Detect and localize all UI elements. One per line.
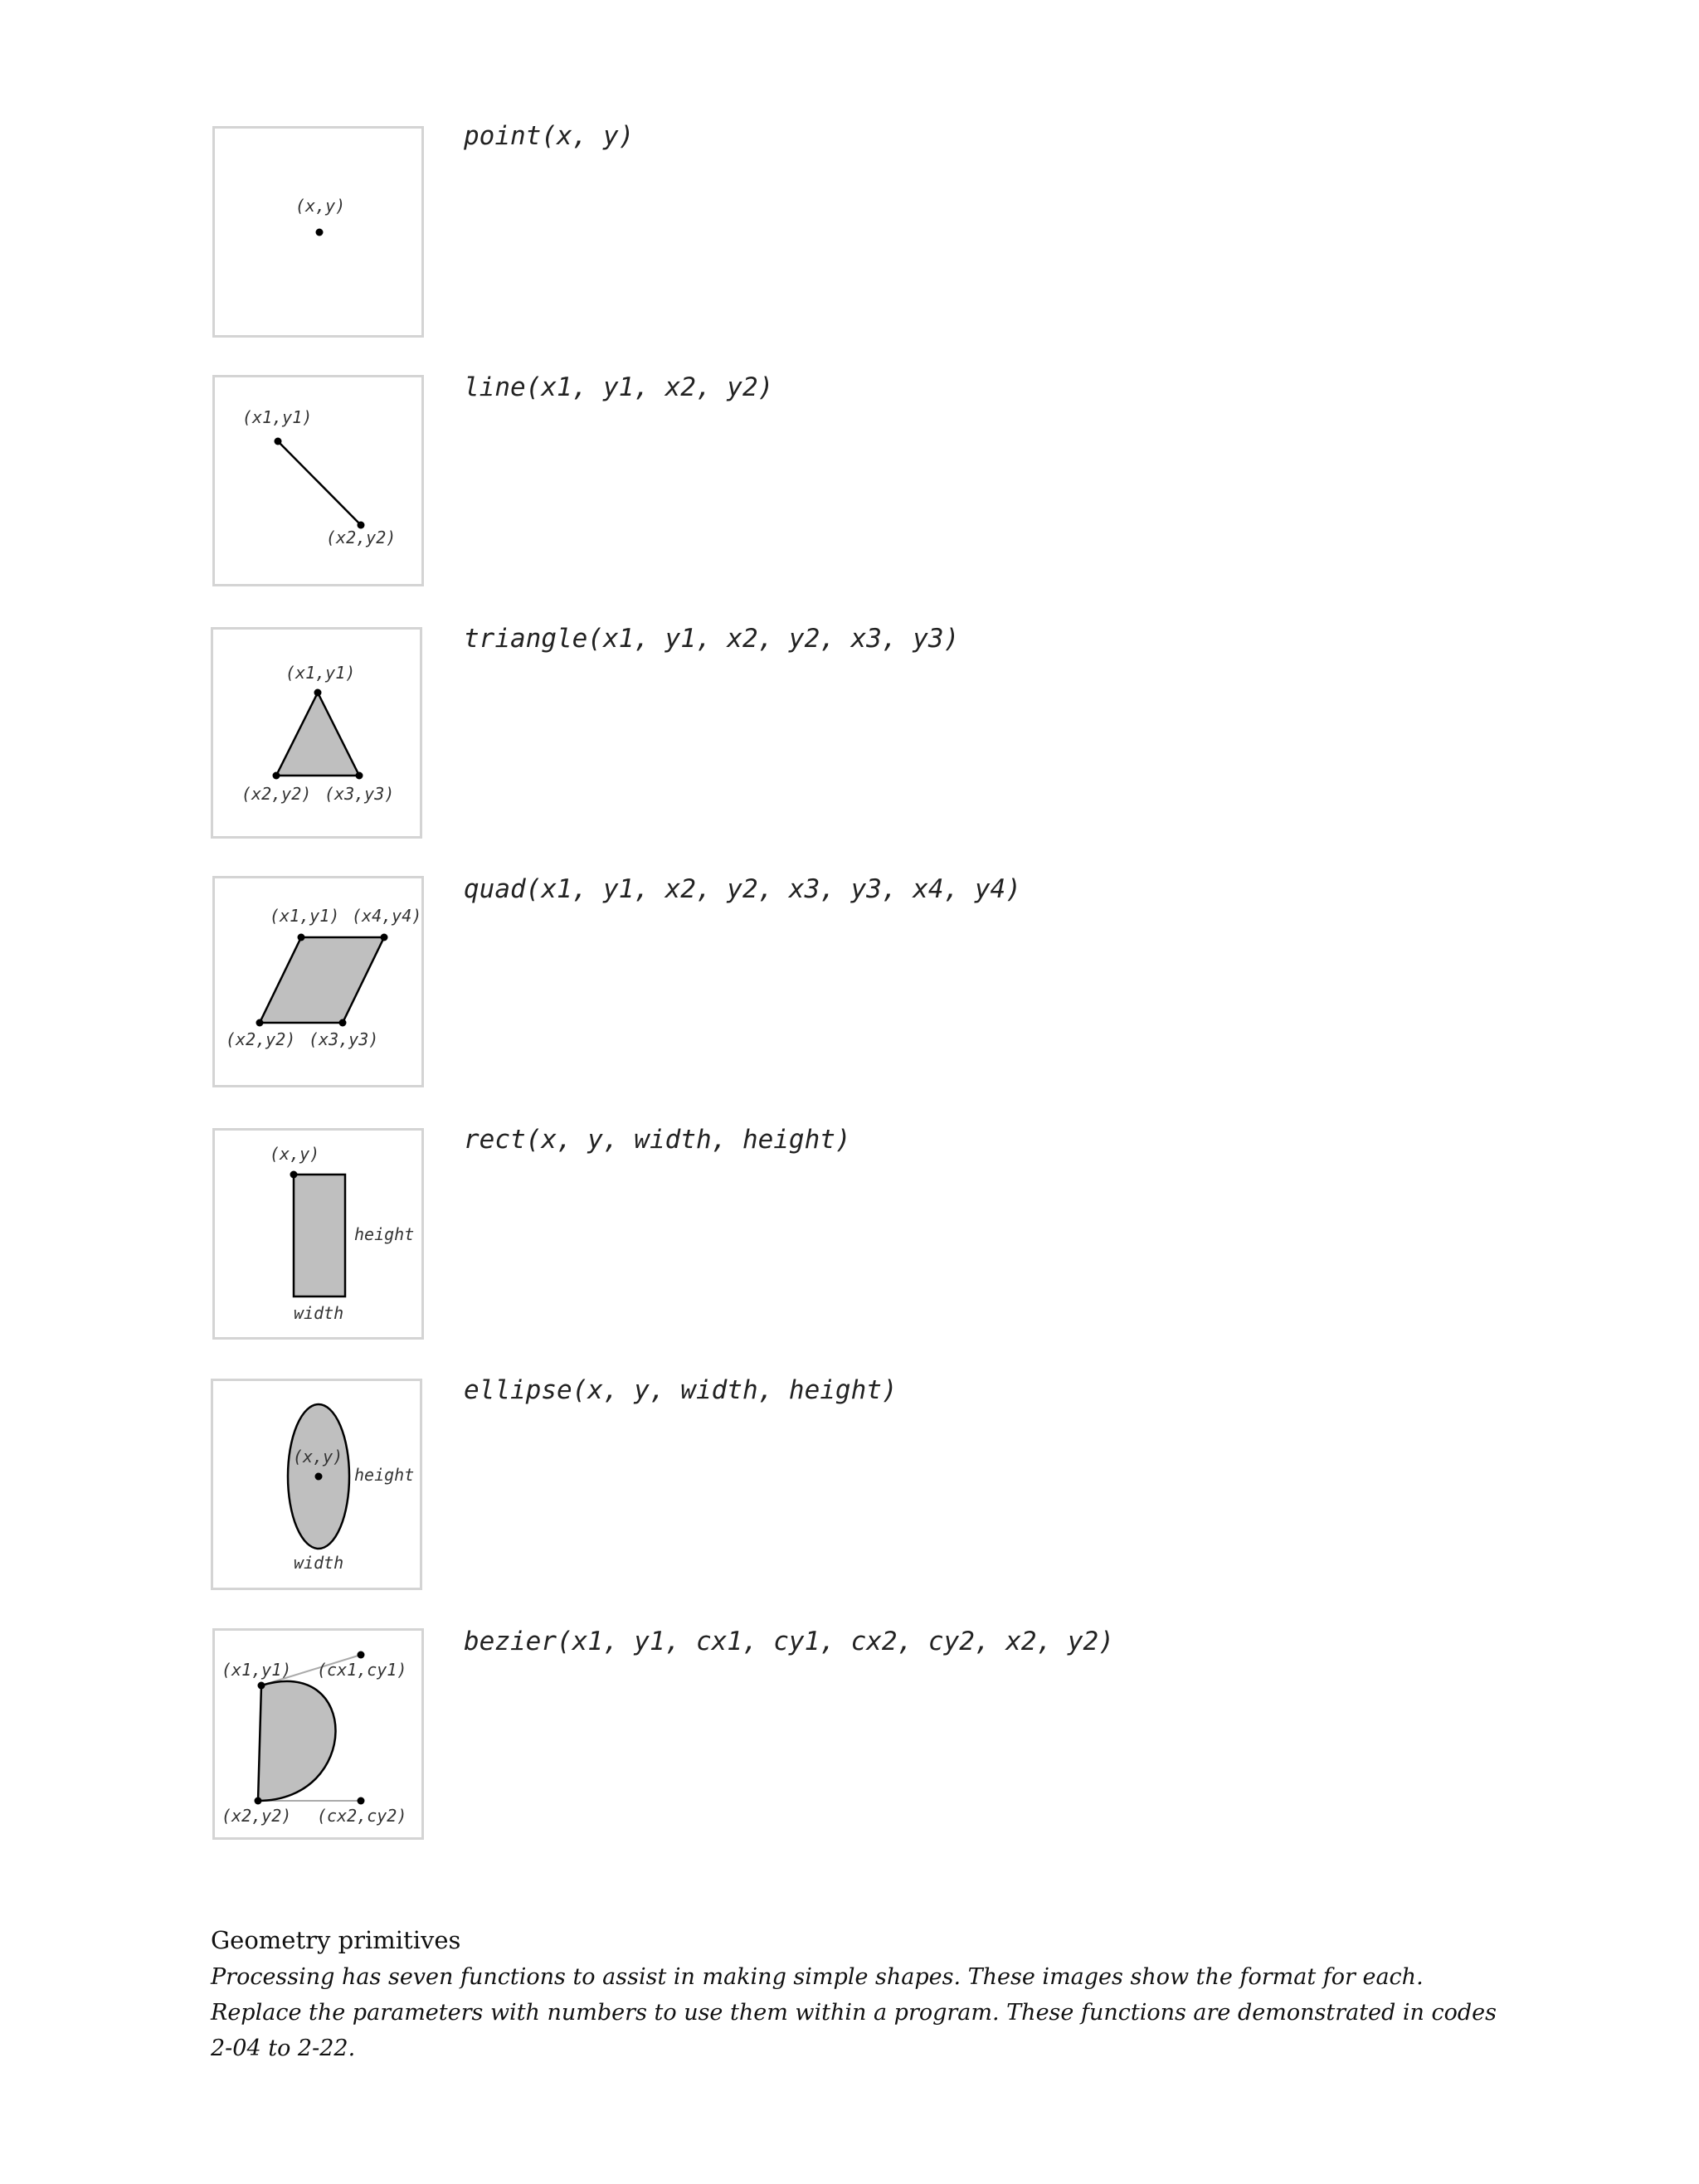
triangle-signature: triangle(x1, y1, x2, y2, x3, y3) bbox=[464, 624, 960, 654]
line-label-p1: (x1,y1) bbox=[242, 407, 313, 427]
triangle-label-p2: (x2,y2) bbox=[241, 784, 312, 804]
quad-vertex-3 bbox=[339, 1019, 347, 1027]
ellipse-label-width: width bbox=[294, 1553, 344, 1573]
quad-svg bbox=[215, 878, 426, 1090]
rect-label-width: width bbox=[294, 1303, 344, 1323]
quad-vertex-2 bbox=[256, 1019, 264, 1027]
line-segment bbox=[278, 441, 361, 525]
quad-vertex-1 bbox=[298, 934, 305, 941]
ellipse-diagram bbox=[211, 1379, 422, 1590]
rect-corner bbox=[290, 1171, 298, 1179]
ellipse-center bbox=[315, 1473, 323, 1481]
point-label: (x,y) bbox=[295, 196, 346, 216]
bezier-control-1 bbox=[358, 1651, 365, 1659]
bezier-label-c1: (cx1,cy1) bbox=[317, 1660, 407, 1680]
ellipse-svg bbox=[213, 1381, 425, 1593]
line-signature: line(x1, y1, x2, y2) bbox=[464, 372, 774, 402]
rect-label-p: (x,y) bbox=[270, 1144, 320, 1164]
triangle-label-p1: (x1,y1) bbox=[285, 663, 356, 683]
triangle-label-p3: (x3,y3) bbox=[324, 784, 395, 804]
rect-svg bbox=[215, 1131, 426, 1342]
bezier-label-p1: (x1,y1) bbox=[222, 1660, 292, 1680]
triangle-vertex-2 bbox=[273, 772, 280, 780]
point-dot bbox=[316, 229, 324, 236]
ellipse-label-height: height bbox=[354, 1465, 415, 1485]
quad-label-p1: (x1,y1) bbox=[270, 906, 340, 926]
quad-signature: quad(x1, y1, x2, y2, x3, y3, x4, y4) bbox=[464, 874, 1021, 904]
bezier-point-2 bbox=[255, 1797, 262, 1805]
bezier-svg bbox=[215, 1631, 426, 1842]
line-svg bbox=[215, 377, 426, 589]
bezier-label-c2: (cx2,cy2) bbox=[317, 1806, 407, 1826]
triangle-svg bbox=[213, 630, 425, 841]
bezier-point-1 bbox=[258, 1682, 265, 1690]
point-svg bbox=[215, 129, 426, 340]
point-diagram bbox=[212, 126, 424, 338]
triangle-diagram bbox=[211, 627, 422, 839]
quad-vertex-4 bbox=[381, 934, 388, 941]
bezier-diagram bbox=[212, 1628, 424, 1840]
bezier-control-2 bbox=[358, 1797, 365, 1805]
point-signature: point(x, y) bbox=[464, 121, 635, 151]
line-endpoint-1 bbox=[275, 438, 282, 445]
rect-signature: rect(x, y, width, height) bbox=[464, 1125, 851, 1155]
quad-shape bbox=[260, 937, 384, 1023]
triangle-vertex-1 bbox=[314, 689, 322, 697]
quad-label-p4: (x4,y4) bbox=[352, 906, 422, 926]
bezier-curve bbox=[258, 1681, 336, 1801]
rect-diagram bbox=[212, 1128, 424, 1340]
caption-title: Geometry primitives bbox=[211, 1926, 461, 1954]
rect-label-height: height bbox=[354, 1224, 415, 1244]
caption-body: Processing has seven functions to assist in making simple shapes. These images show the format for each. Replace the parameters with numbers to use them within a program. These functions are demonstrated in codes 2-04 to 2-22. bbox=[211, 1964, 1497, 2061]
quad-label-p3: (x3,y3) bbox=[309, 1029, 379, 1049]
line-diagram bbox=[212, 375, 424, 586]
line-label-p2: (x2,y2) bbox=[326, 528, 397, 547]
bezier-signature: bezier(x1, y1, cx1, cy1, cx2, cy2, x2, y2) bbox=[464, 1627, 1114, 1656]
ellipse-label-p: (x,y) bbox=[293, 1447, 343, 1467]
ellipse-signature: ellipse(x, y, width, height) bbox=[464, 1375, 898, 1405]
triangle-vertex-3 bbox=[356, 772, 363, 780]
rect-shape bbox=[294, 1175, 345, 1296]
triangle-shape bbox=[276, 693, 359, 776]
bezier-label-p2: (x2,y2) bbox=[222, 1806, 292, 1826]
quad-diagram bbox=[212, 876, 424, 1087]
quad-label-p2: (x2,y2) bbox=[226, 1029, 296, 1049]
